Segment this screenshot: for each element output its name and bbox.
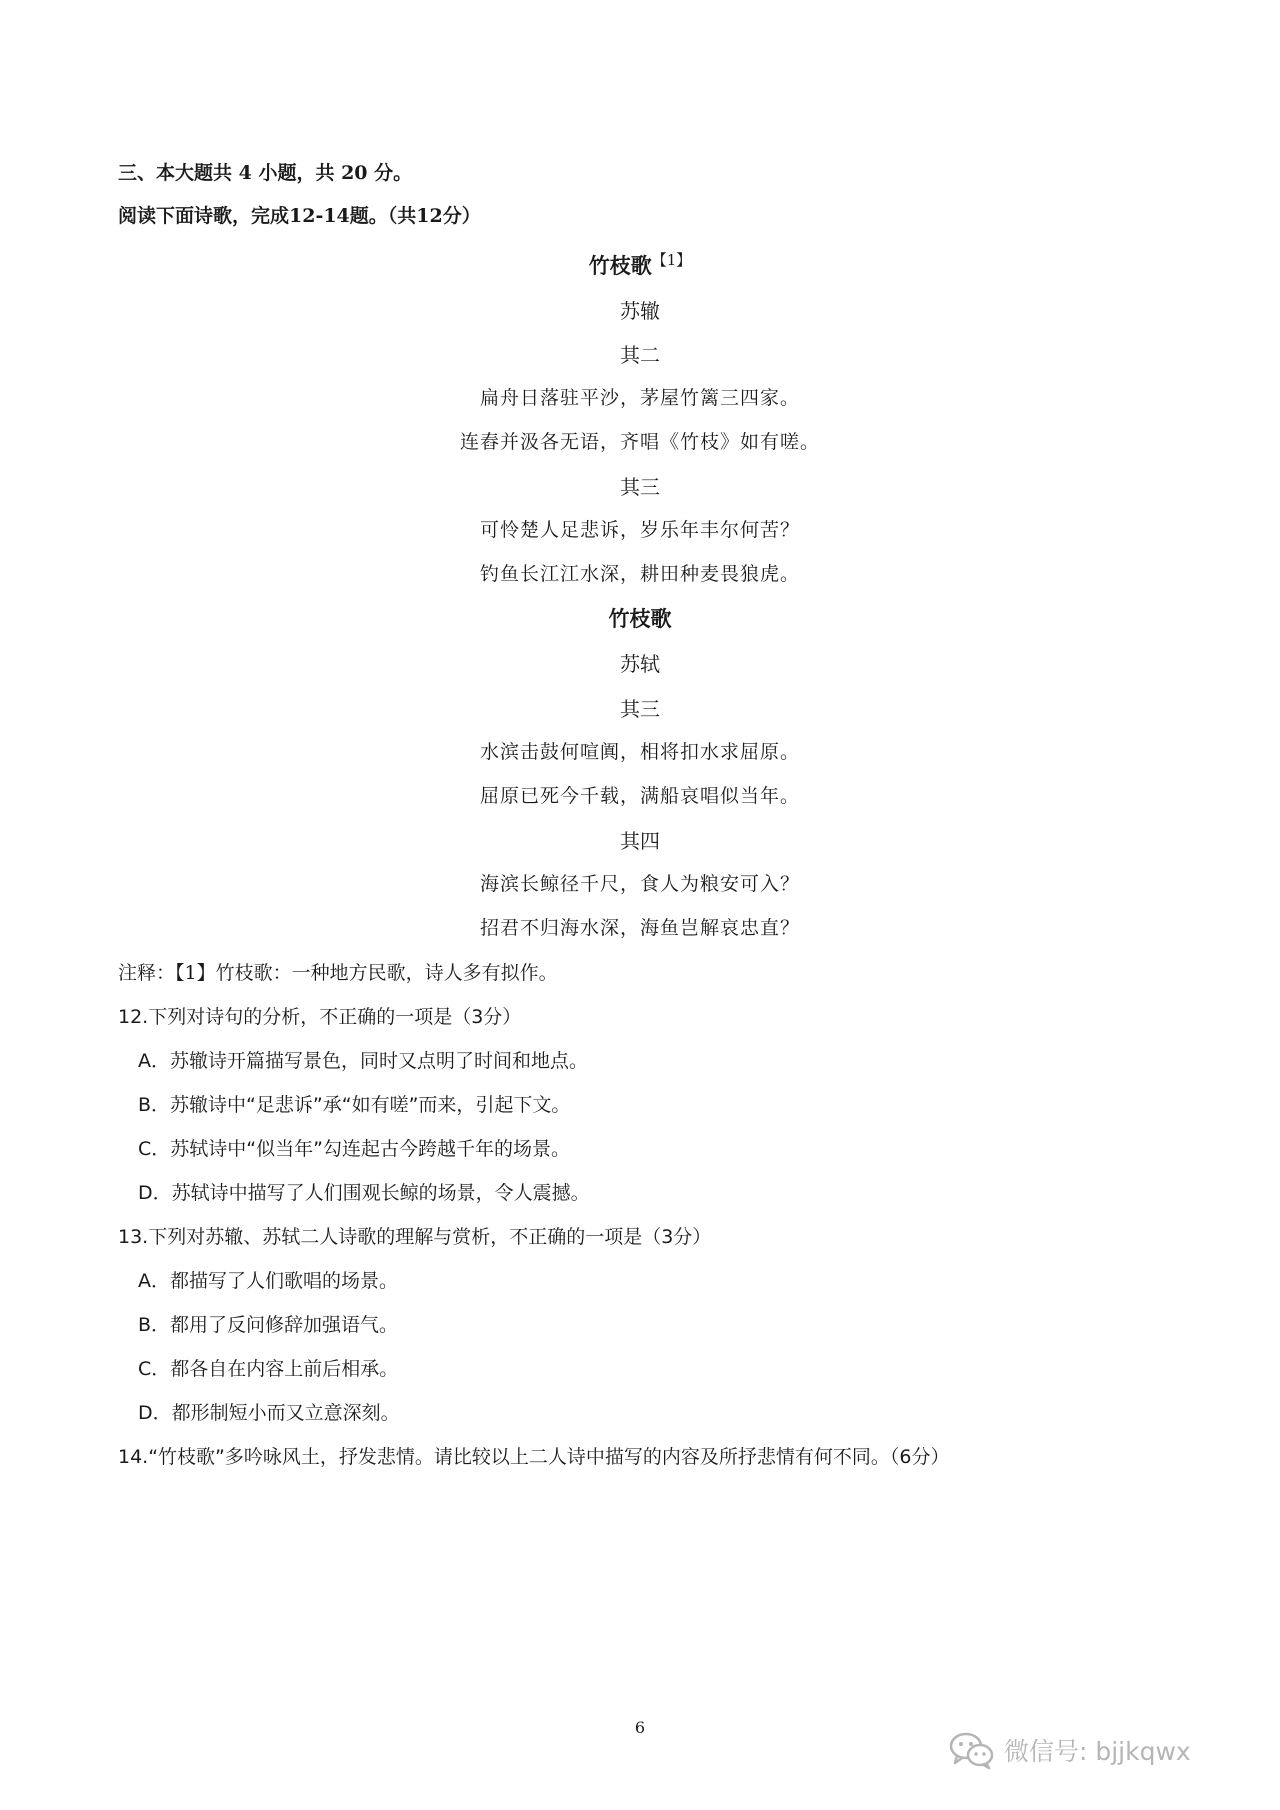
question-14-stem: 14.“竹枝歌”多吟咏风土，抒发悲情。请比较以上二人诗中描写的内容及所抒悲情有何不同。（6分） — [118, 1446, 950, 1468]
poem2-part2-label: 其四 — [620, 829, 660, 853]
poem-line: 可怜楚人足悲诉，岁乐年丰尔何苦？ — [479, 519, 800, 541]
poem1-part2-label: 其三 — [620, 475, 660, 499]
question-12-option-b: B．苏辙诗中“足悲诉”承“如有嗟”而来，引起下文。 — [138, 1094, 571, 1116]
question-12-stem: 12.下列对诗句的分析，不正确的一项是（3分） — [118, 1006, 522, 1028]
reading-instruction: 阅读下面诗歌，完成12-14题。（共12分） — [118, 205, 481, 227]
watermark — [948, 1730, 1191, 1770]
watermark-text: 微信号: bjjkqwx — [1004, 1737, 1191, 1766]
poem1-part1-label: 其二 — [620, 343, 660, 367]
poem2-part1-label: 其三 — [620, 697, 660, 721]
poem-line: 钓鱼长江江水深，耕田种麦畏狼虎。 — [479, 563, 800, 585]
question-13-stem: 13.下列对苏辙、苏轼二人诗歌的理解与赏析，不正确的一项是（3分） — [118, 1226, 712, 1248]
wechat-icon — [948, 1730, 996, 1770]
annotation: 注释：【1】竹枝歌：一种地方民歌，诗人多有拟作。 — [118, 962, 558, 984]
poem-line: 海滨长鲸径千尺，食人为粮安可入？ — [479, 873, 800, 895]
section-header: 三、本大题共 4 小题，共 20 分。 — [118, 162, 413, 184]
poem1-note-mark: 【1】 — [651, 251, 692, 269]
poem1-author: 苏辙 — [620, 299, 660, 323]
poem2-author: 苏轼 — [620, 652, 660, 676]
poem-line: 招君不归海水深，海鱼岂解哀忠直？ — [479, 917, 800, 939]
question-13-option-b: B．都用了反问修辞加强语气。 — [138, 1314, 399, 1336]
poem1-title — [0, 249, 1280, 280]
page-number: 6 — [634, 1718, 646, 1737]
question-12-option-d: D．苏轼诗中描写了人们围观长鲸的场景，令人震撼。 — [138, 1182, 590, 1204]
poem-line: 连舂并汲各无语，齐唱《竹枝》如有嗟。 — [459, 431, 820, 453]
poem2-title: 竹枝歌 — [608, 606, 672, 631]
poem1-title-text: 竹枝歌 — [588, 253, 652, 278]
question-13-option-c: C．都各自在内容上前后相承。 — [138, 1358, 399, 1380]
question-13-option-a: A．都描写了人们歌唱的场景。 — [138, 1270, 398, 1292]
poem-line: 屈原已死今千载，满船哀唱似当年。 — [479, 785, 800, 807]
question-13-option-d: D．都形制短小而又立意深刻。 — [138, 1402, 400, 1424]
question-12-option-c: C．苏轼诗中“似当年”勾连起古今跨越千年的场景。 — [138, 1138, 570, 1160]
poem-line: 扁舟日落驻平沙，茅屋竹篱三四家。 — [479, 387, 800, 409]
question-12-option-a: A．苏辙诗开篇描写景色，同时又点明了时间和地点。 — [138, 1050, 588, 1072]
poem-line: 水滨击鼓何喧阗，相将扣水求屈原。 — [479, 741, 800, 763]
